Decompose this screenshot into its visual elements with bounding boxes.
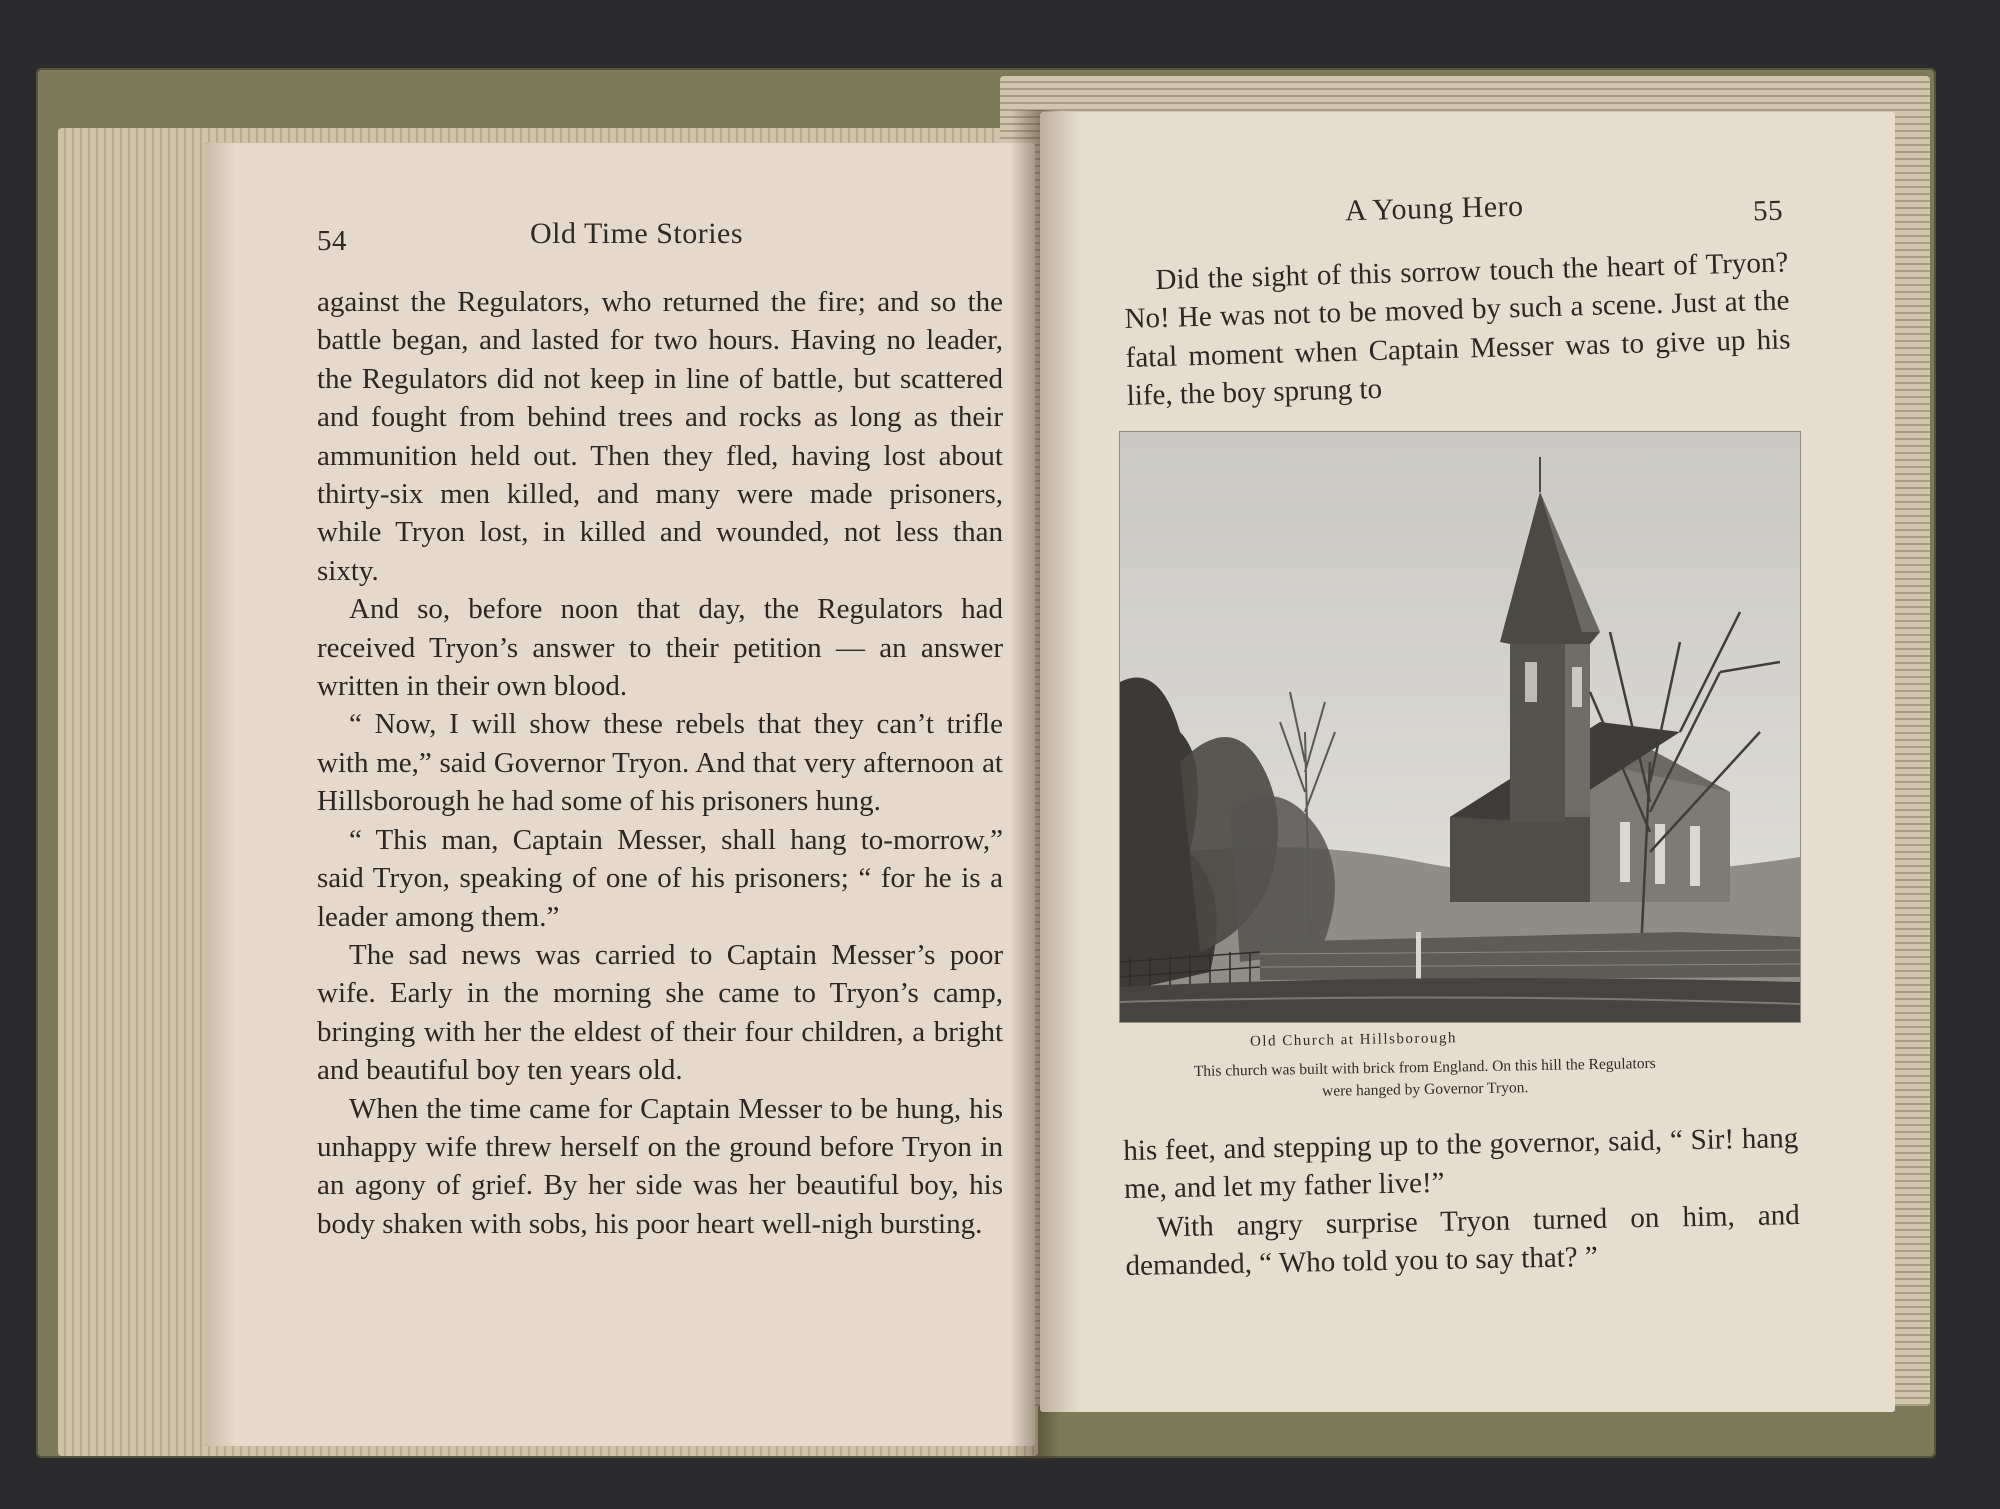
church-photograph <box>1120 432 1800 1022</box>
body-text-top <box>1123 243 1792 415</box>
paragraph: When the time came for Captain Messer to be hung, his unhappy wife threw herself on the ground before Tryon in an agony of grief. By her side was her beautiful boy, his body shaken with sobs, his poor heart well-nigh bursting. <box>317 1092 1003 1240</box>
figure-caption-text: This church was built with brick from England. On this hill the Regulators were hanged by Governor Tryon. <box>1193 1054 1656 1100</box>
page-number: 54 <box>317 225 347 257</box>
body-text <box>317 283 1003 1243</box>
left-page <box>205 143 1035 1446</box>
paragraph: Did the sight of this sorrow touch the heart of Tryon? No! He was not to be moved by such a scene. Just at the fatal moment when Captain Messer was to give up his life, the boy sprung to <box>1124 246 1791 413</box>
running-title: A Young Hero <box>1344 189 1524 228</box>
running-title: Old Time Stories <box>530 217 744 250</box>
right-page <box>1040 112 1895 1412</box>
page-number: 55 <box>1752 194 1784 228</box>
body-text-bottom <box>1123 1119 1801 1286</box>
figure-caption-title: Old Church at Hillsborough <box>1249 1030 1458 1050</box>
paragraph: With angry surprise Tryon turned on him, and demanded, “ Who told you to say that? ” <box>1125 1198 1801 1283</box>
paragraph: against the Regulators, who returned the fire; and so the battle began, and lasted for two hours. Having no leader, the Regulators did not keep in line of battle, but scattered and fought from behind trees and rocks as long as their ammunition held out. Then they fled, having lost about thirty-six men killed, and many were made prisoners, while Tryon lost, in killed and wounded, not less than sixty. <box>317 286 1003 587</box>
church-illustration <box>1120 432 1800 1022</box>
paragraph: “ This man, Captain Messer, shall hang to-morrow,” said Tryon, speaking of one of his prisoners; “ for he is a leader among them.” <box>317 823 1003 933</box>
paragraph: And so, before noon that day, the Regulators had received Tryon’s answer to their petition — an answer written in their own blood. <box>317 593 1003 703</box>
paragraph: his feet, and stepping up to the governor, said, “ Sir! hang me, and let my father live!” <box>1123 1122 1799 1206</box>
paragraph: The sad news was carried to Captain Messer’s poor wife. Early in the morning she came to Tryon’s camp, bringing with her the eldest of their four children, a bright and beautiful boy ten years old. <box>317 938 1003 1087</box>
paragraph: “ Now, I will show these rebels that they can’t trifle with me,” said Governor Tryon. And that very afternoon at Hillsborough he had some of his prisoners hung. <box>317 708 1003 818</box>
